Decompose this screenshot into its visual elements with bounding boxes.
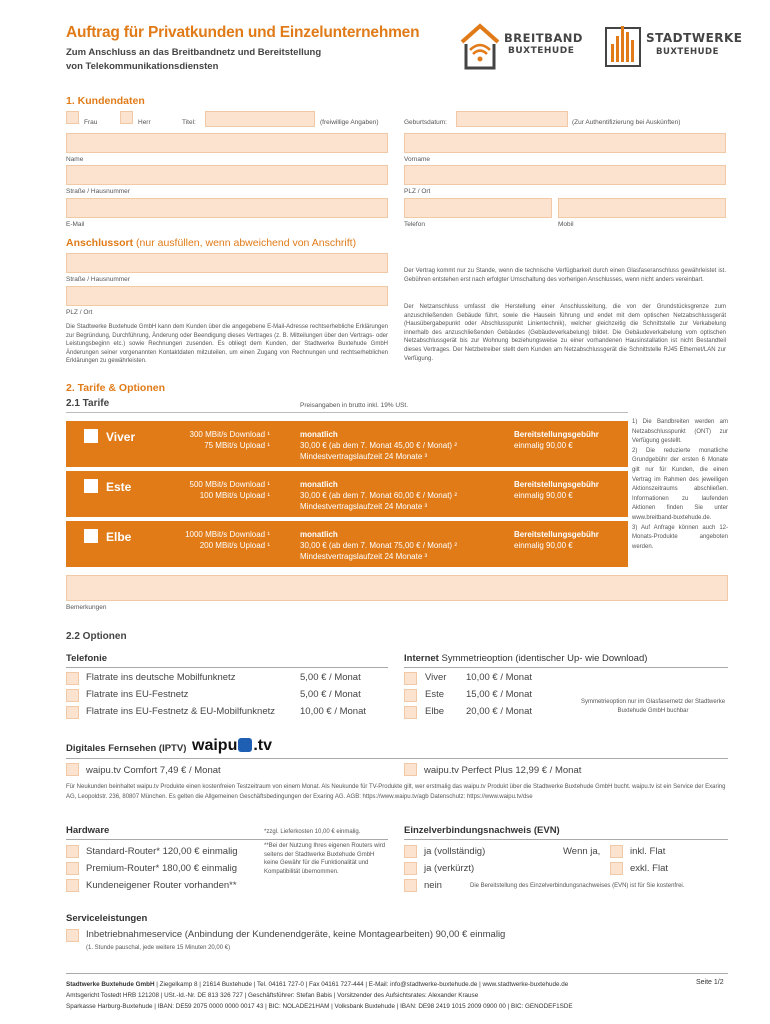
email-notice-text: Die Stadtwerke Buxtehude GmbH kann dem Kunden über die angegebene E-Mail-Adresse rechtserhebliche Erklärungen zur Begründung, Durchführung, Änderung oder Beendigung dieses Vertrages (z. B. Mitteilungen über den Vertrags- oder Leistungsbeginn etc.) sowie Rechnungen zusenden. Es obliegt dem Kunden, der Stadtwerke Buxtehude GmbH Änderungen seiner vorgenannten Kontaktdaten mitzuteilen, um einen Zugang von Rechnungen und rechtserheblichen Erklärungen zu gewährleisten.	[66, 324, 388, 365]
option-label: Flatrate ins EU-Festnetz	[86, 689, 189, 700]
hardware-note-1: *zzgl. Lieferkosten 10,00 € einmalig.	[264, 829, 361, 835]
option-price: 10,00 € / Monat	[300, 706, 367, 717]
tarif-este: Este 500 MBit/s Download ¹ 100 MBit/s Upload ¹ monatlich 30,00 € (ab dem 7. Monat 60,00 € / Monat) ² Mindestvertragslaufzeit 24 Monate ³ Bereitstellungsgebühr einmalig 90,00 €	[66, 471, 628, 517]
option-label: Viver	[425, 672, 447, 683]
section-tarife: 2. Tarife & Optionen	[66, 382, 165, 394]
vertrag-notice-text: Der Vertrag kommt nur zu Stande, wenn die technische Verfügbarkeit durch einen Glasfaseranschluss gewährleistet ist. Gebühren entstehen erst nach erfolgter Umschaltung des vorherigen Anschlusses, wenn nicht anders vereinbart.	[404, 268, 726, 283]
waipu-logo: waipu .tv	[192, 737, 273, 754]
label-telefon: Telefon	[404, 221, 425, 228]
tarif-elbe: Elbe 1000 MBit/s Download ¹ 200 MBit/s Upload ¹ monatlich 30,00 € (ab dem 7. Monat 75,00 € / Monat) ² Mindestvertragslaufzeit 24 Monate ³ Bereitstellungsgebühr einmalig 90,00 €	[66, 521, 628, 567]
bemerkungen-field[interactable]	[66, 575, 728, 601]
label-mobil: Mobil	[558, 221, 574, 228]
name-field[interactable]	[66, 133, 388, 153]
stadtwerke-logo: STADTWERKE BUXTEHUDE	[604, 18, 734, 72]
label-anschluss-strasse: Straße / Hausnummer	[66, 276, 130, 283]
option-label: Kundeneigener Router vorhanden**	[86, 880, 237, 891]
evn-wenn-label: Wenn ja,	[563, 846, 601, 857]
option-label: Premium-Router* 180,00 € einmalig	[86, 863, 238, 874]
option-label: waipu.tv Perfect Plus 12,99 € / Monat	[424, 765, 582, 776]
section-anschlussort: Anschlussort (nur ausfüllen, wenn abweichend von Anschrift)	[66, 237, 357, 249]
mobil-field[interactable]	[558, 198, 726, 218]
hardware-note-2: **Bei der Nutzung Ihres eigenen Routers wird seitens der Stadtwerke Buxtehude GmbH keine Gewähr für die Funktionalität und Kompatibilität übernommen.	[264, 843, 386, 875]
checkbox-sym-elbe[interactable]	[404, 706, 417, 719]
evn-heading: Einzelverbindungsnachweis (EVN)	[404, 825, 560, 836]
checkbox-tarif-este[interactable]	[84, 479, 98, 493]
subsection-optionen: 2.2 Optionen	[66, 631, 127, 642]
label-frau: Frau	[84, 119, 98, 126]
label-strasse: Straße / Hausnummer	[66, 188, 130, 195]
breitband-logo: BREITBAND BUXTEHUDE	[458, 22, 578, 72]
tarif-name: Viver	[106, 430, 136, 444]
option-price: 15,00 € / Monat	[466, 689, 533, 700]
label-email: E-Mail	[66, 221, 85, 228]
label-geburtsdatum: Geburtsdatum:	[404, 119, 447, 126]
option-label: exkl. Flat	[630, 863, 669, 874]
option-price: 20,00 € / Monat	[466, 706, 533, 717]
checkbox-herr[interactable]	[120, 111, 133, 124]
tarif-name: Este	[106, 480, 132, 494]
checkbox-waipu-perfect[interactable]	[404, 763, 417, 776]
option-price: 10,00 € / Monat	[466, 672, 533, 683]
internet-heading: Internet Symmetrieoption (identischer Up- wie Download)	[404, 653, 648, 664]
checkbox-evn-nein[interactable]	[404, 879, 417, 892]
checkbox-frau[interactable]	[66, 111, 79, 124]
waipu-play-icon	[238, 738, 252, 752]
checkbox-tarif-viver[interactable]	[84, 429, 98, 443]
label-freiwillig: (freiwillige Angaben)	[320, 119, 379, 126]
page-number: Seite 1/2	[696, 979, 724, 986]
label-herr: Herr	[138, 119, 151, 126]
option-label: waipu.tv Comfort 7,49 € / Monat	[86, 765, 221, 776]
email-field[interactable]	[66, 198, 388, 218]
option-label: Elbe	[425, 706, 445, 717]
subsection-tarife: 2.1 Tarife	[66, 398, 110, 409]
anschluss-plz-field[interactable]	[66, 286, 388, 306]
plz-field[interactable]	[404, 165, 726, 185]
checkbox-sym-este[interactable]	[404, 689, 417, 702]
label-auth: (Zur Authentifizierung bei Auskünften)	[572, 119, 681, 126]
checkbox-evn-exkl[interactable]	[610, 862, 623, 875]
label-bemerkungen: Bemerkungen	[66, 604, 107, 611]
label-name: Name	[66, 156, 84, 163]
checkbox-standard-router[interactable]	[66, 845, 79, 858]
checkbox-waipu-comfort[interactable]	[66, 763, 79, 776]
checkbox-evn-kurz[interactable]	[404, 862, 417, 875]
option-label: Flatrate ins deutsche Mobilfunknetz	[86, 672, 236, 683]
label-anschluss-plz: PLZ / Ort	[66, 309, 93, 316]
service-heading: Serviceleistungen	[66, 913, 148, 924]
iptv-heading: Digitales Fernsehen (IPTV)	[66, 743, 187, 754]
telefonie-heading: Telefonie	[66, 653, 107, 664]
checkbox-inbetriebnahme[interactable]	[66, 929, 79, 942]
section-kundendaten: 1. Kundendaten	[66, 95, 145, 107]
label-vorname: Vorname	[404, 156, 431, 163]
option-price: 5,00 € / Monat	[300, 672, 361, 683]
sym-note: Symmetrieoption nur im Glasfasernetz der Stadtwerke Buxtehude GmbH buchbar	[580, 699, 726, 714]
page-subtitle: Zum Anschluss an das Breitbandnetz und Bereitstellung von Telekommunikationsdiensten	[66, 47, 322, 72]
checkbox-tarif-elbe[interactable]	[84, 529, 98, 543]
footer-text: Stadtwerke Buxtehude GmbH | Ziegelkamp 8 | 21614 Buxtehude | Tel. 04161 727-0 | Fax 04161 727-444 | E-Mail: info@stadtwerke-buxtehude.de | www.stadtwerke-buxtehude.de Amtsgericht Tostedt HRB 121208 | USt.-Id.-Nr. DE 813 326 727 | Geschäftsführer: Stefan Babis | Vorsitzender des Aufsichtsrates: Alexander Krause Sparkasse Harburg-Buxtehude | IBAN: DE59 2075 0000 0000 0017 43 | BIC: NOLADE21HAM | Volksbank Buxtehude | IBAN: DE98 2419 1015 2009 0900 00 | BIC: GENODEF1SDE	[66, 981, 573, 1010]
option-label: Inbetriebnahmeservice (Anbindung der Kundenendgeräte, keine Montagearbeiten) 90,00 € einmalig	[86, 929, 506, 940]
geburtsdatum-field[interactable]	[456, 111, 568, 127]
titel-field[interactable]	[205, 111, 315, 127]
checkbox-flat-eu-festnetz[interactable]	[66, 689, 79, 702]
checkbox-evn-inkl[interactable]	[610, 845, 623, 858]
checkbox-flat-eu-mobil[interactable]	[66, 706, 79, 719]
page-title: Auftrag für Privatkunden und Einzelunternehmen	[66, 24, 420, 41]
telefon-field[interactable]	[404, 198, 552, 218]
hardware-heading: Hardware	[66, 825, 110, 836]
option-label: ja (verkürzt)	[424, 863, 475, 874]
anschluss-strasse-field[interactable]	[66, 253, 388, 273]
option-label: inkl. Flat	[630, 846, 666, 857]
service-note: (1. Stunde pauschal, jede weitere 15 Minuten 20,00 €)	[86, 945, 231, 951]
stadtwerke-bars-icon	[604, 18, 644, 70]
tarif-viver: Viver 300 MBit/s Download ¹ 75 MBit/s Upload ¹ monatlich 30,00 € (ab dem 7. Monat 45,00 € / Monat) ² Mindestvertragslaufzeit 24 Monate ³ Bereitstellungsgebühr einmalig 90,00 €	[66, 421, 628, 467]
waipu-notice: Für Neukunden beinhaltet waipu.tv Produkte einen kostenfreien Testzeitraum von einem Monat. Als Neukunde für TV-Produkte gilt, wer erstmalig das waipu.tv Produkt über die Stadtwerke Buxtehude GmbH bucht. waipu.tv ist ein Service der Exaring AG, Leopoldstr. 236, 80807 München. Es gelten die Allgemeinen Geschäftsbedingungen der Exaring AG. AGB: https://www.waipu.tv/agb Datenschutz: https://www.waipu.tv/dse	[66, 784, 726, 800]
checkbox-evn-voll[interactable]	[404, 845, 417, 858]
option-label: ja (vollständig)	[424, 846, 486, 857]
tarif-name: Elbe	[106, 530, 132, 544]
evn-note: Die Bereitstellung des Einzelverbindungsnachweises (EVN) ist für Sie kostenfrei.	[470, 883, 685, 889]
option-label: Standard-Router* 120,00 € einmalig	[86, 846, 238, 857]
option-label: Flatrate ins EU-Festnetz & EU-Mobilfunknetz	[86, 706, 276, 717]
checkbox-sym-viver[interactable]	[404, 672, 417, 685]
strasse-field[interactable]	[66, 165, 388, 185]
label-titel: Titel:	[182, 119, 196, 126]
checkbox-own-router[interactable]	[66, 879, 79, 892]
tarif-footnotes: 1) Die Bandbreiten werden am Netzabschlusspunkt (ONT) zur Verfügung gestellt. 2) Die reduzierte monatliche Grundgebühr der ersten 6 Monate gilt nur für Kunden, die einen Vertrag im Rahmen des jeweiligen Aktionszeitraums abschließen. Informationen zu laufenden Aktionen finden Sie unter www.breitband-buxtehude.de. 3) Auf Anfrage können auch 12-Monats-Produkte angeboten werden.	[632, 419, 728, 550]
label-plz: PLZ / Ort	[404, 188, 431, 195]
vorname-field[interactable]	[404, 133, 726, 153]
checkbox-flat-mobil[interactable]	[66, 672, 79, 685]
netzanschluss-notice-text: Der Netzanschluss umfasst die Herstellung einer Anschlussleitung, die von der Grundstücksgrenze zum anzuschließenden Gebäude führt, sowie die Hausein führung und endet mit dem optischen Netzabschlussgerät (Hausübergabepunkt oder Abschlusspunkt Linientechnik), welcher gleichzeitig die Schnittstelle zur Verkabelung innerhalb des anzuschließenden Gebäudes (Gebäudeverkabelung) bildet. Die Gebäudeverkabelung vom optischen Netzabschlussgerät bis zur Wohnung beziehungsweise zu einer vorhandenen Hausinstallation ist nicht Bestandteil dieses Vertrages. Der Netzbetreiber stellt dem Kunden am Netzabschlussgerät die Schnittstelle RJ45 Ethernet/LAN zur Verfügung.	[404, 304, 726, 362]
brutto-note: Preisangaben in brutto inkl. 19% USt.	[300, 402, 409, 409]
checkbox-premium-router[interactable]	[66, 862, 79, 875]
option-price: 5,00 € / Monat	[300, 689, 361, 700]
breitband-wifi-icon	[458, 22, 502, 72]
option-label: nein	[424, 880, 442, 891]
option-label: Este	[425, 689, 445, 700]
